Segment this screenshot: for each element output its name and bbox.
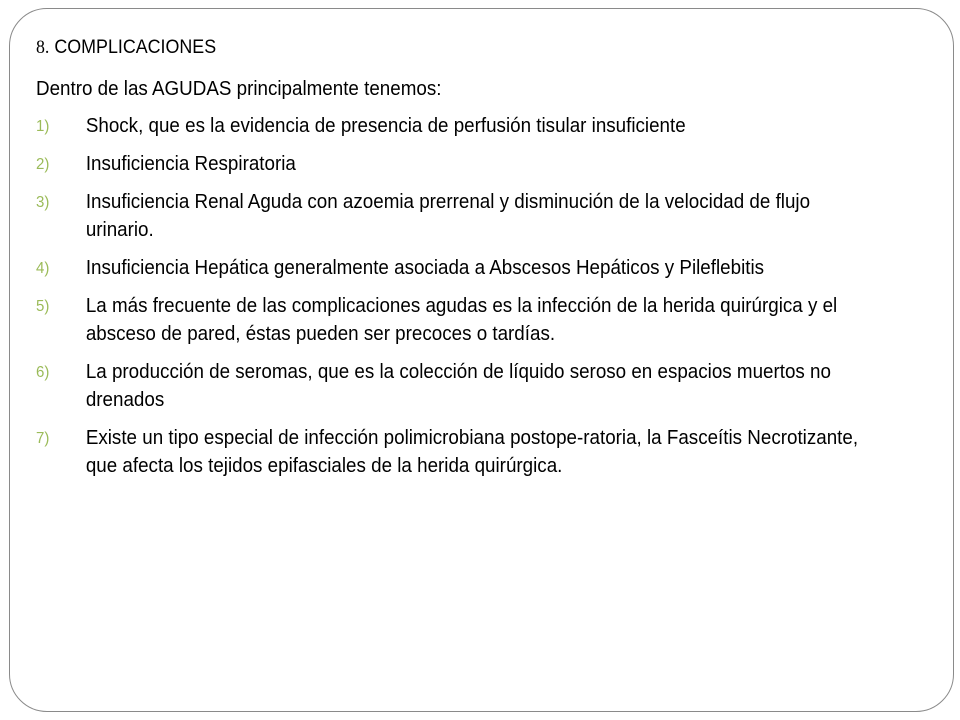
list-marker: 7) [36, 430, 50, 447]
list-marker: 5) [36, 298, 50, 315]
list-item [36, 292, 863, 348]
list-marker: 4) [36, 260, 50, 277]
intro-text: Dentro de las AGUDAS principalmente tenemos: [36, 78, 442, 100]
list-marker: 1) [36, 118, 50, 135]
slide-heading [36, 34, 863, 62]
list-item-text: La más frecuente de las complicaciones agudas es la infección de la herida quirúrgica y el absceso de pared, éstas pueden ser precoces o tardías. [85, 295, 838, 345]
list-item [36, 254, 863, 282]
heading-number: 8. [36, 37, 50, 58]
heading-title: COMPLICACIONES [54, 37, 217, 58]
list-item-text: Insuficiencia Respiratoria [85, 153, 296, 175]
slide-content [36, 34, 863, 490]
list-item [36, 188, 863, 244]
list-item [36, 112, 863, 140]
list-marker: 6) [36, 364, 50, 381]
list-item-text: Shock, que es la evidencia de presencia de perfusión tisular insuficiente [85, 115, 686, 137]
list-item [36, 424, 863, 480]
list-item [36, 150, 863, 178]
list-item-text: Insuficiencia Renal Aguda con azoemia prerrenal y disminución de la velocidad de flujo urinario. [85, 191, 811, 241]
list-item-text: La producción de seromas, que es la colección de líquido seroso en espacios muertos no drenados [85, 361, 831, 411]
list-marker: 3) [36, 194, 50, 211]
list-item-text: Insuficiencia Hepática generalmente asociada a Abscesos Hepáticos y Pileflebitis [85, 257, 765, 279]
list-marker: 2) [36, 156, 50, 173]
list-item [36, 358, 863, 414]
list-item-text: Existe un tipo especial de infección polimicrobiana postope-ratoria, la Fasceítis Necrotizante, que afecta los tejidos epifasciales de la herida quirúrgica. [85, 427, 859, 477]
complications-list [36, 112, 863, 480]
